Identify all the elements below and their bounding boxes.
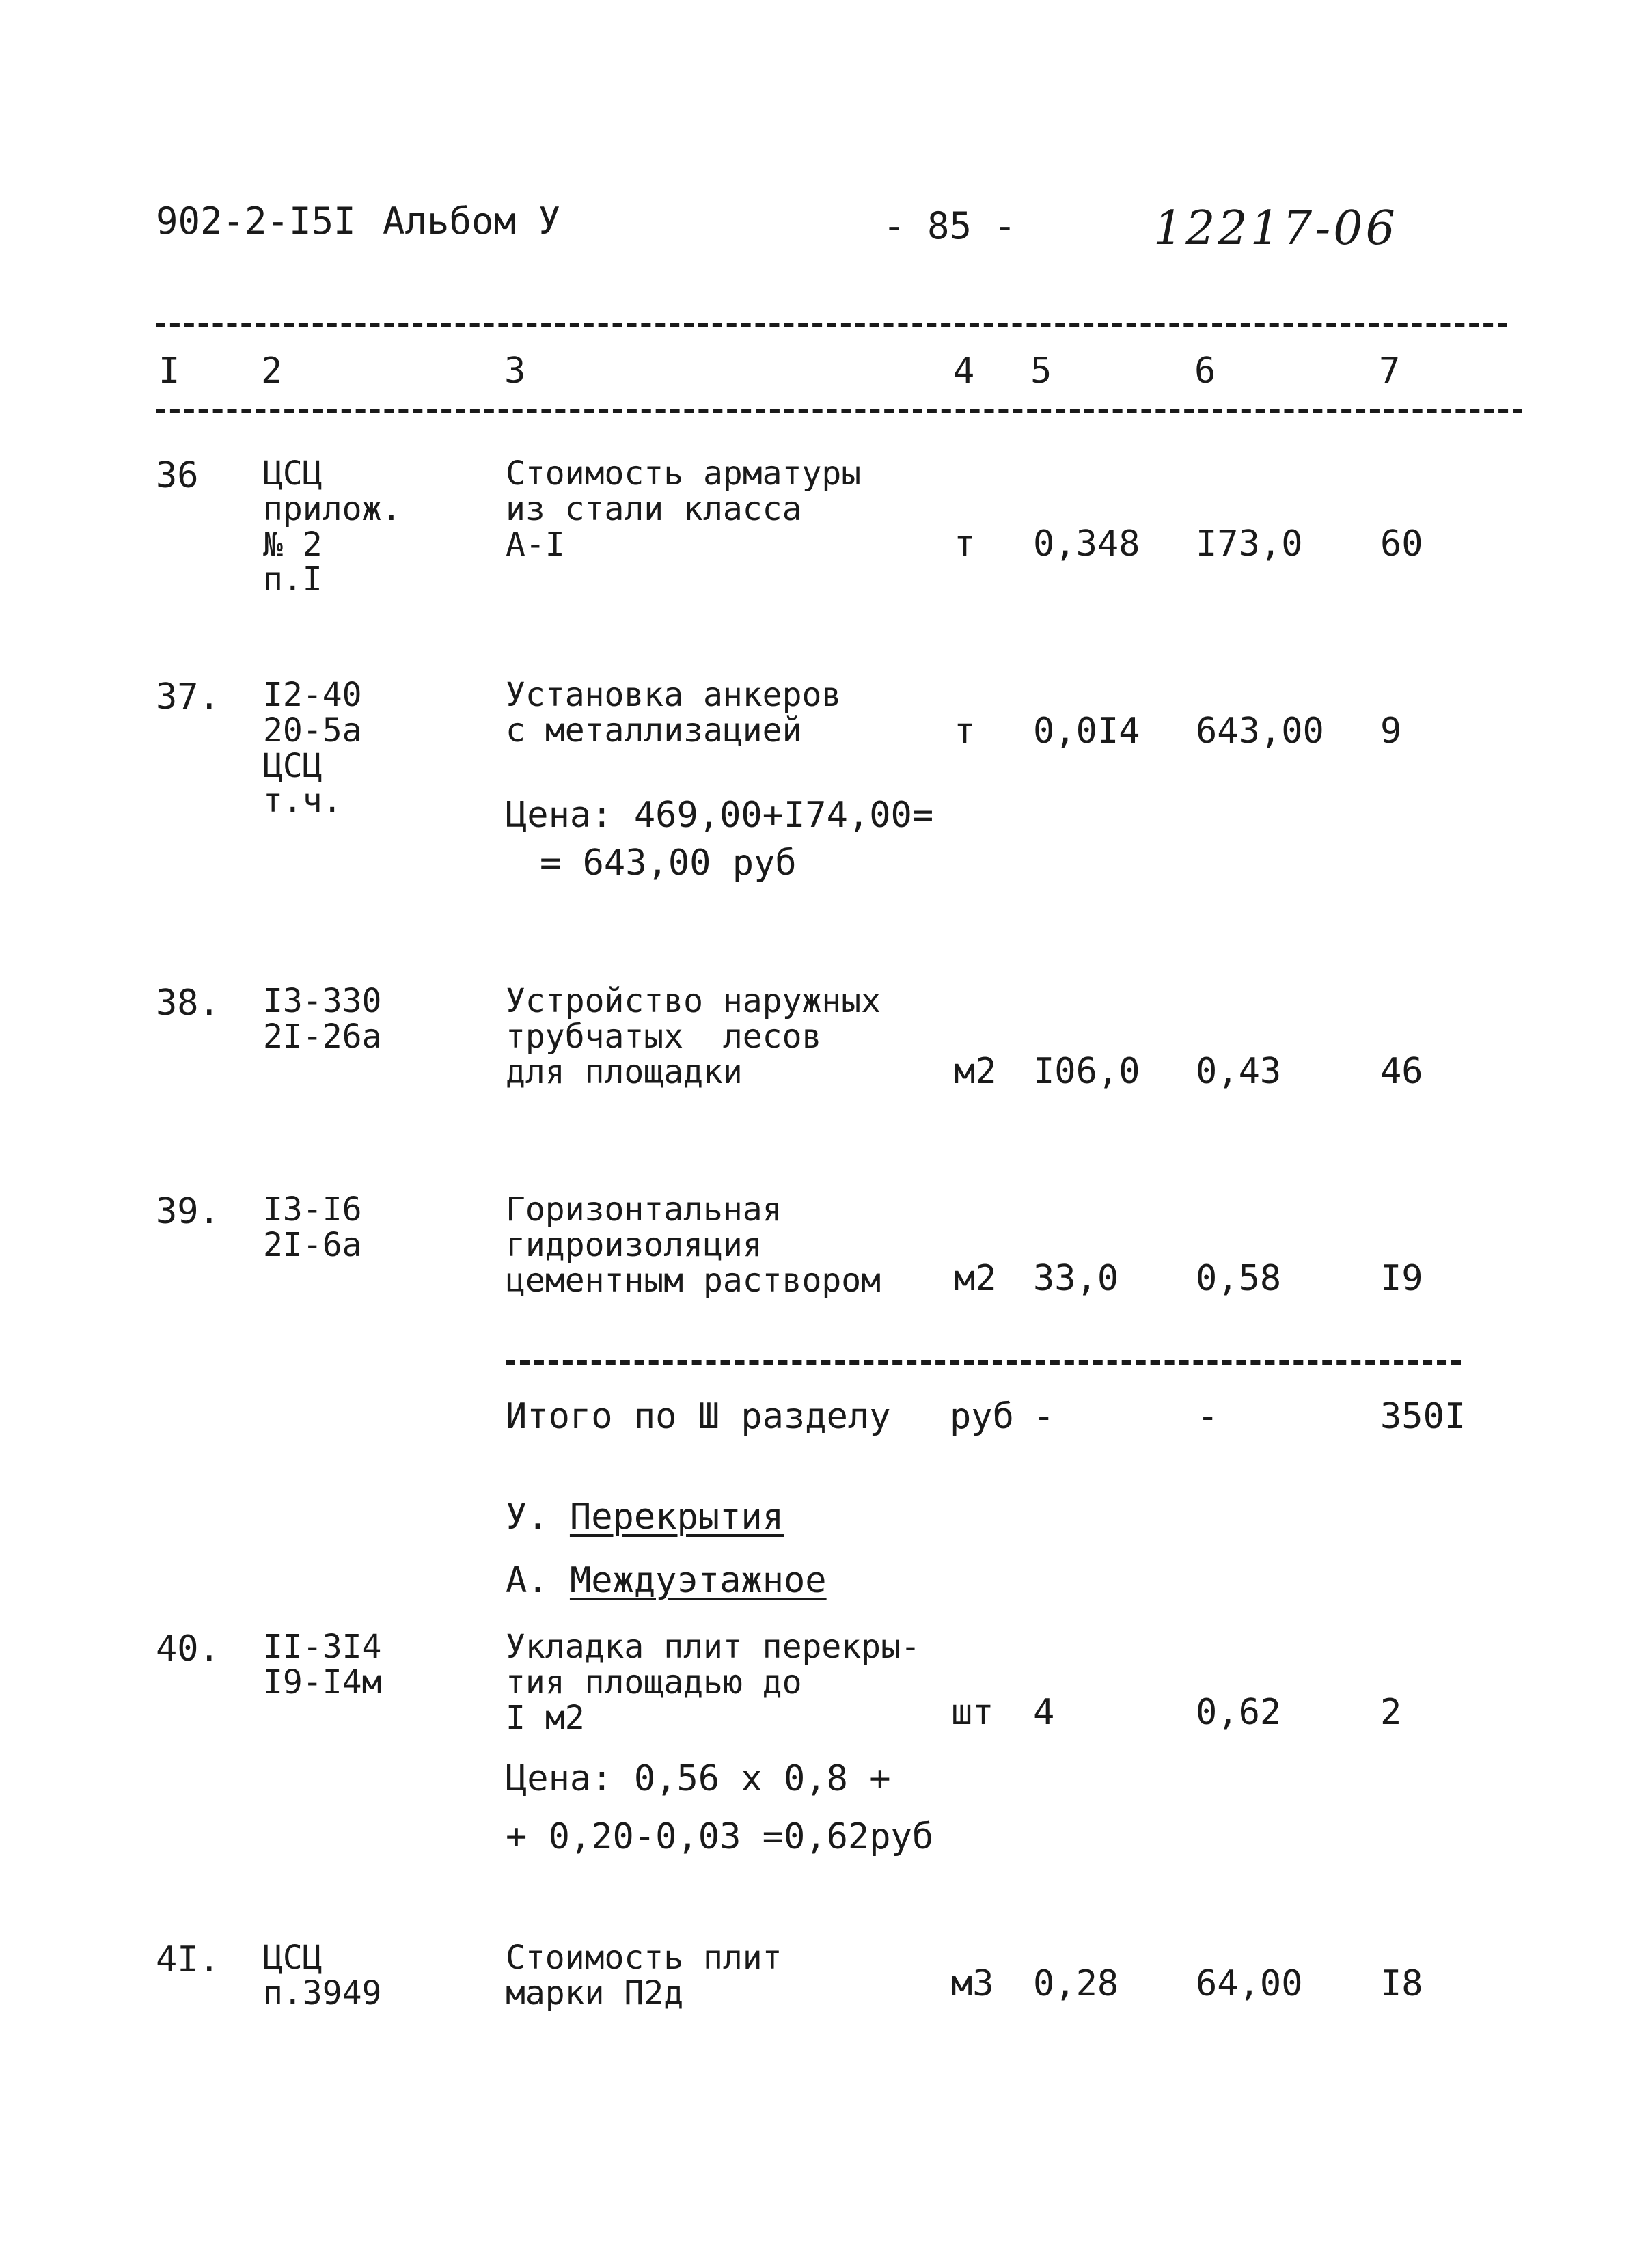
row-code: ЦСЦ прилож. № 2 п.I [263, 454, 402, 599]
subtotal-total: 350I [1380, 1396, 1466, 1437]
row-unit: м2 [954, 1258, 997, 1299]
row-total: 46 [1380, 1051, 1423, 1092]
subsection-heading [506, 1561, 827, 1600]
col-header-7: 7 [1379, 351, 1401, 392]
col-header-1: I [159, 351, 180, 392]
row-description: Стоимость арматуры из стали класса А-I [506, 454, 862, 564]
subtotal-price: - [1197, 1396, 1219, 1437]
col-header-5: 5 [1030, 351, 1052, 392]
section-heading [506, 1498, 784, 1536]
row-code: I3-330 2I-26а [263, 982, 382, 1056]
row-total: 9 [1380, 711, 1402, 752]
row-quantity: 4 [1033, 1692, 1055, 1733]
row-quantity: 0,348 [1033, 523, 1140, 564]
section-title: Перекрытия [569, 1497, 784, 1538]
col-header-3: 3 [504, 351, 526, 392]
row-price: 643,00 [1196, 711, 1324, 752]
row-code: ЦСЦ п.3949 [263, 1939, 382, 2012]
price-note-line-2: + 0,20-0,03 =0,62руб [506, 1816, 934, 1857]
price-note-line-2: = 643,00 руб [540, 843, 797, 884]
row-unit: т [954, 523, 976, 564]
handwritten-code: 12217-06 [1153, 202, 1398, 256]
row-number: 40. [156, 1628, 220, 1669]
row-code: II-3I4 I9-I4м [263, 1628, 382, 1702]
row-unit: м2 [954, 1051, 997, 1092]
row-number: 36 [156, 455, 199, 496]
row-number: 4I. [156, 1939, 220, 1980]
row-price: 64,00 [1196, 1963, 1303, 2004]
header-top-rule [156, 323, 1507, 327]
subtotal-rule [506, 1360, 1461, 1365]
subsection-letter: А. [506, 1560, 549, 1601]
col-header-4: 4 [953, 351, 975, 392]
row-total: 2 [1380, 1692, 1402, 1733]
row-description: Горизонтальная гидроизоляция цементным раствором [506, 1190, 881, 1300]
row-description: Укладка плит перекры- тия площадью до I м2 [506, 1628, 920, 1737]
col-header-2: 2 [261, 351, 283, 392]
document-code: 902-2-I5I [156, 200, 356, 243]
row-price: 0,43 [1196, 1051, 1282, 1092]
subtotal-label: Итого по Ш разделу [506, 1396, 891, 1437]
row-quantity: 0,28 [1033, 1963, 1119, 2004]
row-unit: м3 [951, 1963, 994, 2004]
row-code: I2-40 20-5а ЦСЦ т.ч. [263, 676, 362, 821]
row-quantity: 33,0 [1033, 1258, 1119, 1299]
row-unit: т [954, 711, 976, 752]
row-code: I3-I6 2I-6а [263, 1190, 362, 1264]
row-total: I8 [1380, 1963, 1423, 2004]
price-note-line-1: Цена: 0,56 x 0,8 + [506, 1758, 891, 1799]
row-description: Стоимость плит марки П2д [506, 1939, 782, 2012]
album-label: Альбом У [383, 200, 561, 243]
subtotal-quantity: - [1033, 1396, 1055, 1437]
row-number: 38. [156, 983, 220, 1024]
section-number: У. [506, 1497, 549, 1538]
price-note-line-1: Цена: 469,00+I74,00= [506, 795, 934, 836]
row-description: Установка анкеров с металлизацией [506, 676, 842, 750]
subsection-title: Междуэтажное [569, 1560, 827, 1601]
row-unit: шт [951, 1692, 994, 1733]
page-number: - 85 - [883, 204, 1017, 247]
header-bottom-rule [156, 409, 1522, 413]
row-price: I73,0 [1196, 523, 1303, 564]
subtotal-unit: руб [950, 1396, 1014, 1437]
row-quantity: 0,0I4 [1033, 711, 1140, 752]
row-number: 39. [156, 1191, 220, 1232]
row-price: 0,58 [1196, 1258, 1282, 1299]
row-price: 0,62 [1196, 1692, 1282, 1733]
row-total: I9 [1380, 1258, 1423, 1299]
col-header-6: 6 [1194, 351, 1216, 392]
row-total: 60 [1380, 523, 1423, 564]
row-quantity: I06,0 [1033, 1051, 1140, 1092]
row-number: 37. [156, 677, 220, 718]
row-description: Устройство наружных трубчатых лесов для площадки [506, 982, 881, 1091]
